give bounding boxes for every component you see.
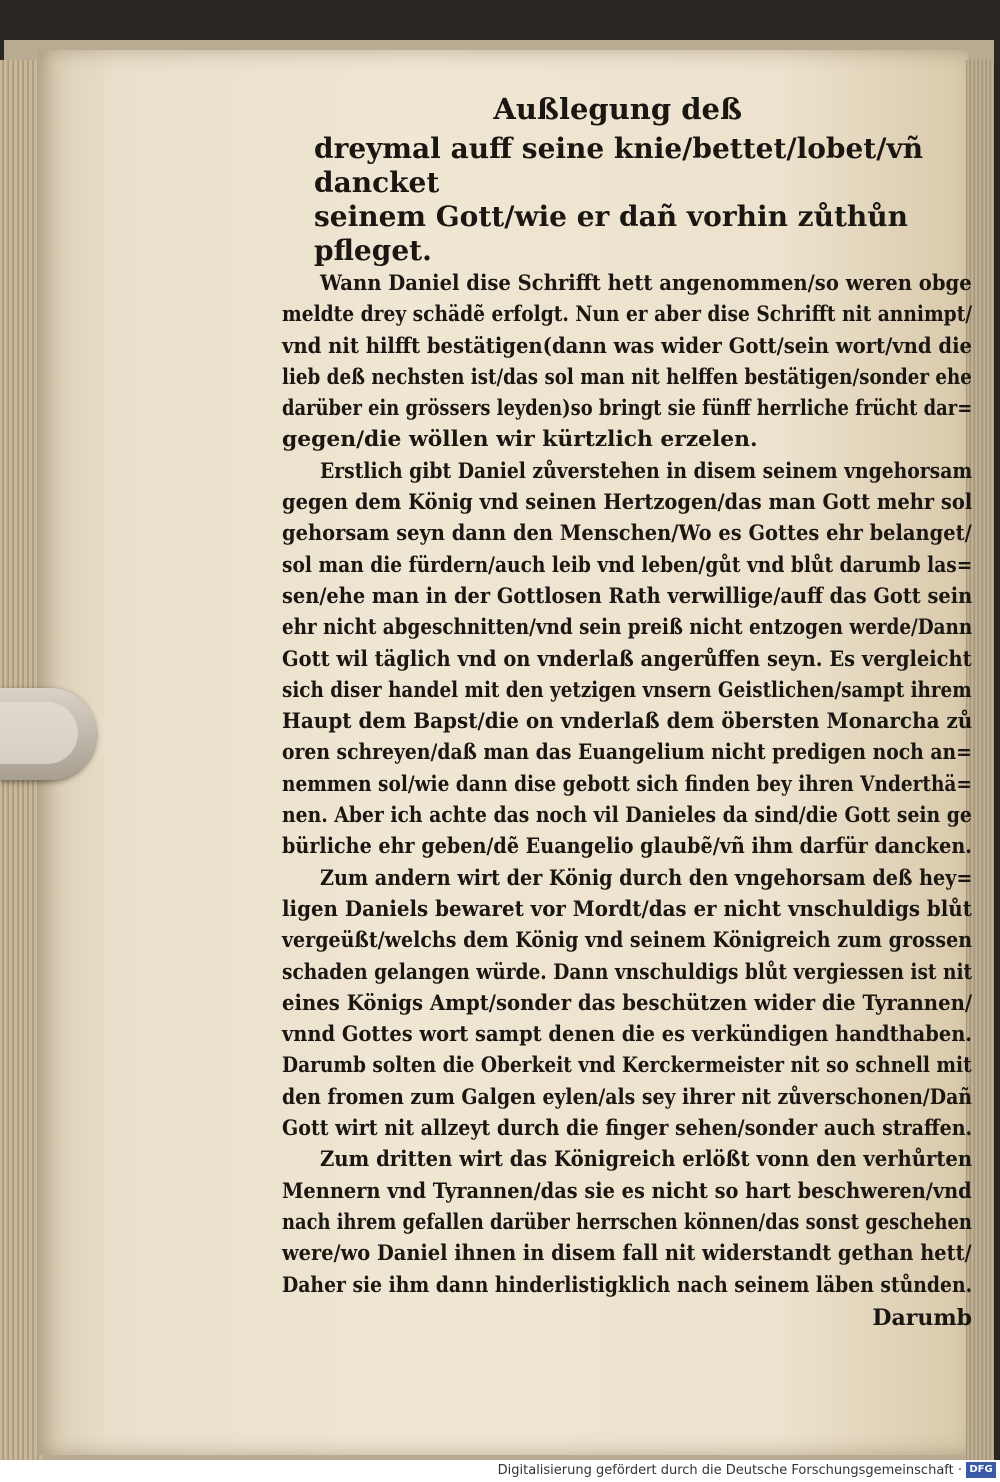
text-line: lieb deß nechsten ist/das sol man nit helffen bestätigen/sonder ehe <box>282 364 972 390</box>
intro-line: dreymal auff seine knie/bettet/lobet/vñ dancket <box>314 132 924 199</box>
text-line: Wann Daniel dise Schrifft hett angenommen/so weren obge <box>320 271 972 296</box>
text-line: Mennern vnd Tyrannen/das sie es nicht so hart beschweren/vnd <box>282 1178 972 1204</box>
text-line: Haupt dem Bapst/die on vnderlaß dem öbersten Monarcha zů <box>282 709 973 735</box>
text-line: Gott wil täglich vnd on vnderlaß angerůffen seyn. Es vergleicht <box>282 646 972 672</box>
text-line: ehr nicht abgeschnitten/vnd sein preiß nicht entzogen werde/Dann <box>282 615 973 641</box>
text-line: sen/ehe man in der Gottlosen Rath verwillige/auff das Gott sein <box>282 583 973 609</box>
text-line: eines Königs Ampt/sonder das beschützen wider die Tyrannen/ <box>282 990 973 1016</box>
text-line: sol man die fürdern/auch leib vnd leben/gůt vnd blůt darumb las= <box>282 552 973 578</box>
text-line: gegen dem König vnd seinen Hertzogen/das man Gott mehr sol <box>282 490 973 516</box>
text-line: gegen/die wöllen wir kürtzlich erzelen. <box>282 427 758 453</box>
funding-notice: Digitalisierung gefördert durch die Deutsche Forschungsgemeinschaft · <box>497 1463 962 1478</box>
text-line: schaden gelangen würde. Dann vnschuldigs blůt vergiessen ist nit <box>282 959 973 985</box>
text-line: Darumb solten die Oberkeit vnd Kerckermeister nit so schnell mit <box>282 1053 972 1079</box>
text-line: were/wo Daniel ihnen in disem fall nit widerstandt gethan hett/ <box>282 1241 972 1267</box>
text-line: nach ihrem gefallen darüber herrschen können/das sonst geschehen <box>282 1209 972 1235</box>
intro-line: seinem Gott/wie er dañ vorhin zůthůn pfleget. <box>314 200 908 267</box>
text-line: Zum andern wirt der König durch den vngehorsam deß hey= <box>320 865 973 891</box>
text-line: Gott wirt nit allzeyt durch die finger sehen/sonder auch straffen. <box>282 1116 973 1142</box>
text-line: meldte drey schädẽ erfolgt. Nun er aber dise Schrifft nit annimpt/ <box>282 302 973 328</box>
text-line: Erstlich gibt Daniel zůverstehen in disem seinem vngehorsam <box>320 458 973 484</box>
page-clip-highlight <box>0 702 78 764</box>
catchword: Darumb <box>872 1304 972 1331</box>
text-line: oren schreyen/daß man das Euangelium nicht predigen noch an= <box>282 740 972 766</box>
page-text <box>282 88 972 1333</box>
text-line: nemmen sol/wie dann dise gebott sich finden bey ihren Vnderthä= <box>282 771 972 797</box>
text-line: Zum dritten wirt das Königreich erlößt vonn den verhůrten <box>320 1147 973 1173</box>
text-line: darüber ein grössers leyden)so bringt sie fünff herrliche frücht dar= <box>282 396 973 422</box>
text-line: vnd nit hilfft bestätigen(dann was wider Gott/sein wort/vnd die <box>282 333 973 359</box>
text-line: ligen Daniels bewaret vor Mordt/das er nicht vnschuldigs blůt <box>282 896 972 922</box>
text-line: Daher sie ihm dann hinderlistigklich nach seinem läben stůnden. <box>282 1272 973 1298</box>
text-line: nen. Aber ich achte das noch vil Danieles da sind/die Gott sein ge <box>282 803 972 829</box>
text-line: den fromen zum Galgen eylen/als sey ihrer nit zůverschonen/Dañ <box>282 1084 973 1110</box>
text-line: vergeüßt/welchs dem König vnd seinem Königreich zum grossen <box>282 928 973 954</box>
dfg-logo: DFG <box>966 1462 996 1478</box>
running-head: Außlegung deß <box>493 92 742 126</box>
text-line: vnnd Gottes wort sampt denen die es verkündigen handthaben. <box>282 1022 973 1048</box>
text-line: sich diser handel mit den yetzigen vnsern Geistlichen/sampt ihrem <box>282 677 972 703</box>
body-text <box>282 268 972 1301</box>
text-line: gehorsam seyn dann den Menschen/Wo es Gottes ehr belanget/ <box>282 521 972 547</box>
text-line: bürliche ehr geben/dẽ Euangelio glaubẽ/vñ ihm darfür dancken. <box>282 834 972 860</box>
